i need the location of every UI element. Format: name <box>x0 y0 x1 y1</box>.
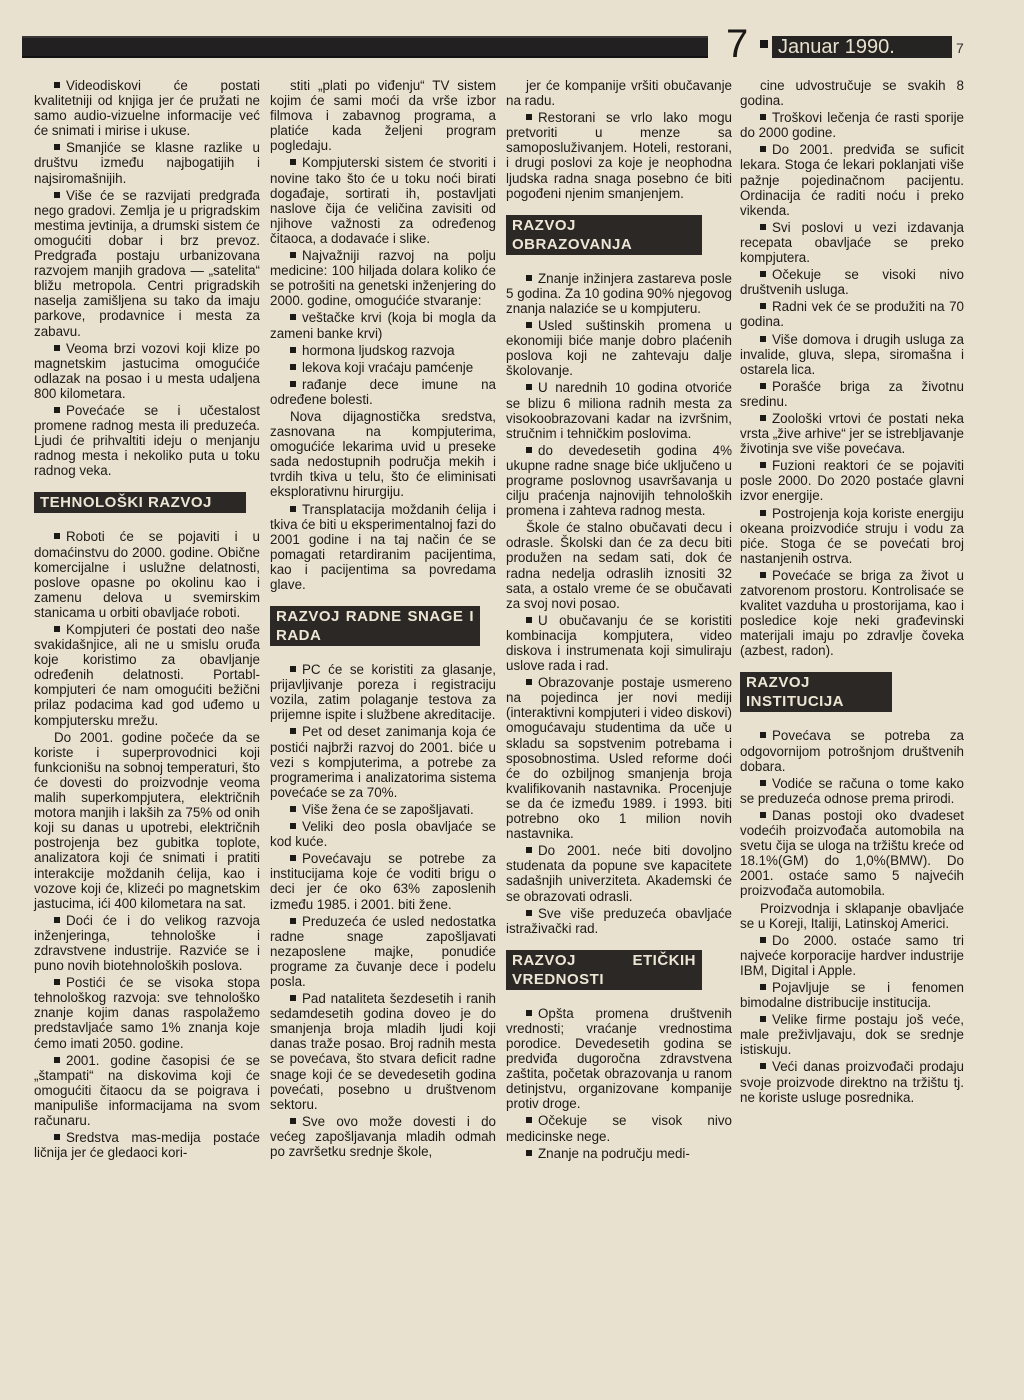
bullet-paragraph: lekova koji vraćaju pamćenje <box>270 360 496 375</box>
bullet-paragraph: do devedesetih godina 4% ukupne radne snage biće uključeno u programe poslovnog usavršavanja u cilju praćenja najnovijih tehnoloških promena i zahteva radnog mesta. <box>506 442 732 519</box>
paragraph: jer će kompanije vršiti obučavanje na radu. <box>506 78 732 109</box>
bullet-paragraph: Do 2001. neće biti dovoljno studenata da popune sve kapacitete sadašnjih univerziteta. Akademski će se obrazovati odrasli. <box>506 843 732 904</box>
paragraph: cine udvostručuje se svakih 8 godina. <box>740 78 964 109</box>
column-1 <box>34 78 260 1162</box>
bullet-paragraph: Porašće briga za životnu sredinu. <box>740 378 964 409</box>
bullet-paragraph: Više će se razvijati predgrađa nego gradovi. Zemlja je u prigradskim mestima jevtinija, a drumski sistem će omogućiti dobar i brz prevoz. Predgrađa postaju urbanizovana razvojem manjih gradova — „satelita“ bližu metropola. Centri prigradskih naselja zamišljena su tako da imaju parkove, prodavnice i mesta za zabavu. <box>34 187 260 339</box>
bullet-paragraph: Kompjuteri će postati deo naše svakidašnjice, ali ne u smislu oruđa koje koristimo za obavljanje određenih delatnosti. Portabl-kompjuteri će nam omogućiti bežični prilaz podacima kad god uđemo u kompjutersku mrežu. <box>34 622 260 728</box>
bullet-paragraph: Transplatacija moždanih ćelija i tkiva će biti u eksperimentalnoj fazi do 2001 godine i na taj način će se pomagati retardiranim pacijentima, kao i pacijentima sa povredama glave. <box>270 501 496 592</box>
bullet-paragraph: veštačke krvi (koja bi mogla da zameni banke krvi) <box>270 310 496 341</box>
bullet-paragraph: Pet od deset zanimanja koja će postići najbrži razvoj do 2001. biće u vezi s kompjuterima, a potrebe za programerima i analizatorima sistema povećaće se za 70%. <box>270 724 496 800</box>
bullet-paragraph: Veći danas proizvođači prodaju svoje proizvode direktno na tržištu tj. ne koriste usluge posrednika. <box>740 1059 964 1105</box>
bullet-paragraph: Više domova i drugih usluga za invalide, gluva, slepa, siromašna i ostarela lica. <box>740 331 964 377</box>
bullet-paragraph: Troškovi lečenja će rasti sporije do 2000 godine. <box>740 110 964 141</box>
bullet-paragraph: Obrazovanje postaje usmereno na pojedinca jer novi mediji (interaktivni kompjuteri i video diskovi) omogućavaju studentima da uče u skladu sa sopstvenim potrebama i sposobnostima. Usled reforme doći će do ozbiljnog smanjenja broja kvalifikovanih nastavnika. Procenjuje se da će između 1989. i 1993. biti potrebno oko 1 milion novih nastavnika. <box>506 675 732 842</box>
bullet-paragraph: Sve ovo može dovesti i do većeg zapošljavanja mladih odmah po završetku srednje škole, <box>270 1113 496 1159</box>
bullet-paragraph: rađanje dece imune na određene bolesti. <box>270 376 496 407</box>
bullet-paragraph: Doći će i do velikog razvoja inženjeringa, tehnološke i zdravstvene industrije. Razviće se i puno novih biotehnoloških poslova. <box>34 912 260 974</box>
bullet-paragraph: Pojavljuje se i fenomen bimodalne distribucije institucija. <box>740 979 964 1011</box>
bullet-paragraph: Opšta promena društvenih vrednosti; vraćanje vrednostima porodice. Devedesetih godina se predviđa dugoročna zdravstvena zaštita, početak obrazovanja u ranom detinjstvu, organizovane kompanije protiv droge. <box>506 1005 732 1112</box>
bullet-paragraph: Do 2000. ostaće samo tri najveće korporacije hardver industrije IBM, Digital i Apple. <box>740 932 964 978</box>
paragraph: Proizvodnja i sklapanje obavljaće se u Koreji, Italiji, Latinskoj Americi. <box>740 900 964 931</box>
section-heading: RAZVOJ ETIČKIH VREDNOSTI <box>506 950 702 990</box>
paragraph: Nova dijagnostička sredstva, zasnovana na kompjuterima, omogućiće lekarima uvid u preseke sada nedostupnih područja mekih i tvrdih tkiva u telu, što će eliminisati eksplorativnu hirurgiju. <box>270 408 496 500</box>
bullet-paragraph: Postići će se visoka stopa tehnološkog razvoja: sve tehnološko znanje kojim danas raspolažemo predstavljaće samo 1% znanja koje ćemo imati 2050. godine. <box>34 975 260 1051</box>
bullet-paragraph: Kompjuterski sistem će stvoriti i novine tako što će u toku noći birati događaje, sortirati ih, postavljati naslove čija će veličina zavisiti od njihove važnosti za određenog čitaoca, a dodavaće i slike. <box>270 155 496 246</box>
header-bar <box>22 36 708 58</box>
bullet-paragraph: Restorani se vrlo lako mogu pretvoriti u menze sa samoposluživanjem. Hoteli, restorani, i drugi poslovi za koje je neophodna ljudska radna snaga posebno će biti pogođeni njenim smanjenjem. <box>506 110 732 201</box>
bullet-paragraph: Svi poslovi u vezi izdavanja recepata obavljaće se preko kompjutera. <box>740 219 964 266</box>
bullet-paragraph: Danas postoji oko dvadeset vodećih proizvođača automobila na svetu čija se uloga na tržištu kreće od 18.1%(GM) do 1,0%(BMW). Do 2001. ostaće samo 5 najvećih proizvođača automobila. <box>740 807 964 899</box>
bullet-paragraph: Više žena će se zapošljavati. <box>270 802 496 817</box>
bullet-paragraph: 2001. godine časopisi će se „štampati“ na diskovima koji će omogućiti čitaocu da se poigrava i manipuliše informacijama na svom računaru. <box>34 1052 260 1128</box>
bullet-paragraph: Veliki deo posla obavljaće se kod kuće. <box>270 819 496 850</box>
section-heading: RAZVOJ RADNE SNAGE I RADA <box>270 606 480 646</box>
issue-date: Januar 1990. <box>772 36 952 58</box>
bullet-paragraph: Očekuje se visoki nivo društvenih usluga. <box>740 267 964 298</box>
bullet-paragraph: Radni vek će se produžiti na 70 godina. <box>740 299 964 330</box>
bullet-paragraph: hormona ljudskog razvoja <box>270 343 496 358</box>
bullet-paragraph: Sve više preduzeća obavljaće istraživački rad. <box>506 905 732 936</box>
bullet-paragraph: Preduzeća će usled nedostatka radne snage zapošljavati nezaposlene majke, ponudiće programe za čuvanje dece i podelu posla. <box>270 913 496 989</box>
page-number: 7 <box>726 22 749 66</box>
bullet-paragraph: Povećaće se briga za život u zatvorenom prostoru. Kontrolisaće se kvalitet vazduha u prostorijama, kao i posledice koje neki građevinski materijali imaju po zdravlje čoveka (azbest, radon). <box>740 567 964 659</box>
corner-page-mark: 7 <box>956 40 964 56</box>
bullet-paragraph: U obučavanju će se koristiti kombinacija kompjutera, video diskova i instrumenata koji simuliraju uslove rada i rad. <box>506 612 732 674</box>
bullet-paragraph: Znanje na području medi- <box>506 1146 732 1161</box>
bullet-paragraph: Veoma brzi vozovi koji klize po magnetskim jastucima omogućiće odlazak na posao i u mesta udaljena 800 kilometara. <box>34 340 260 401</box>
bullet-paragraph: Fuzioni reaktori će se pojaviti posle 2000. Do 2020 postaće glavni izvor energije. <box>740 458 964 504</box>
bullet-paragraph: Videodiskovi će postati kvalitetniji od knjiga jer će pružati ne samo audio-vizuelne informacije već će snimati i mirise i ukuse. <box>34 78 260 139</box>
bullet-paragraph: Pad nataliteta šezdesetih i ranih sedamdesetih godina doveo je do smanjenja broja mladih ljudi koji danas traže posao. Broj radnih mesta se povećava, što stvara deficit radne snage koji će se devedesetih godina povećati, posebno u društvenom sektoru. <box>270 991 496 1112</box>
bullet-paragraph: Povećavaju se potrebe za institucijama koje će voditi brigu o deci jer će oko 63% zaposlenih između 1985. i 2001. biti žene. <box>270 851 496 912</box>
bullet-paragraph: Smanjiće se klasne razlike u društvu između najbogatijih i najsiromašnijih. <box>34 140 260 186</box>
bullet-paragraph: Zoološki vrtovi će postati neka vrsta „žive arhive“ jer se istrebljavanje životinja sve više povećava. <box>740 410 964 457</box>
bullet-paragraph: Očekuje se visok nivo medicinske nege. <box>506 1113 732 1144</box>
bullet-paragraph: Usled suštinskih promena u ekonomiji biće manje dobro plaćenih poslova koji ne zahtevaju dalje školovanje. <box>506 318 732 379</box>
section-heading: RAZVOJ INSTITUCIJA <box>740 672 892 712</box>
paragraph: stiti „plati po viđenju“ TV sistem kojim će sami moći da vrše izbor filmova i zabavnog programa, a platiće kada željeni program pogledaju. <box>270 78 496 154</box>
bullet-paragraph: Do 2001. predviđa se suficit lekara. Stoga će lekari poklanjati više pažnje pojedinačnom pacijentu. Ordinacija će raditi noću i preko vikenda. <box>740 142 964 218</box>
bullet-paragraph: Povećaće se i učestalost promene radnog mesta ili preduzeća. Ljudi će prihvaltiti ideju o menjanju radnog mesta i nekoliko puta u toku radnog veka. <box>34 402 260 479</box>
bullet-paragraph: Velike firme postaju još veće, male preživljavaju, dok se srednje istiskuju. <box>740 1012 964 1058</box>
section-heading: TEHNOLOŠKI RAZVOJ <box>34 492 246 513</box>
header-bullet <box>760 40 768 48</box>
bullet-paragraph: Roboti će se pojaviti i u domaćinstvu do 2000. godine. Obične komercijalne i uslužne delatnosti, poslove opasne po okolinu kao i zamenu delova u svemirskim stanicama u orbiti obavljaće roboti. <box>34 529 260 620</box>
paragraph: Škole će stalno obučavati decu i odrasle. Školski dan će za decu biti produžen na sedam sati, dok će radna nedelja odraslih iznositi 32 sata, a ostalo vreme će se obučavati za svoj novi posao. <box>506 520 732 611</box>
bullet-paragraph: Postrojenja koja koriste energiju okeana proizvodiće struju i vodu za piće. Stoga će se povećati broj nastanjenih ostrva. <box>740 505 964 566</box>
bullet-paragraph: Sredstva mas-medija postaće ličnija jer će gledaoci kori- <box>34 1130 260 1161</box>
bullet-paragraph: Najvažniji razvoj na polju medicine: 100 hiljada dolara koliko će se potrošiti na genetski inženjering do 2000. godine, omogućiće stvaranje: <box>270 248 496 309</box>
bullet-paragraph: Povećava se potreba za odgovornijom potrošnjom društvenih dobara. <box>740 728 964 774</box>
column-3 <box>506 78 732 1163</box>
bullet-paragraph: Znanje inžinjera zastareva posle 5 godina. Za 10 godina 90% njegovog znanja nalaziće se u kompjuteru. <box>506 270 732 316</box>
section-heading: RAZVOJ OBRAZOVANJA <box>506 215 702 255</box>
bullet-paragraph: U narednih 10 godina otvoriće se blizu 6 miliona radnih mesta za visokoobrazovani kadar na izvršnim, stručnim i tehničkim poslovima. <box>506 380 732 441</box>
column-4 <box>740 78 964 1107</box>
bullet-paragraph: PC će se koristiti za glasanje, prijavljivanje poreza i registraciju vozila, zatim polaganje testova za prijemne ispite i službene akreditacije. <box>270 662 496 723</box>
paragraph: Do 2001. godine počeće da se koriste i superprovodnici koji funkcionišu na sobnoj temperaturi, što će dovesti do proizvodnje veoma malih superkompjutera, električnih motora manjih i lakših za 75% od onih koji su danas u upotrebi, električnih postrojenja bez gubitka toplote, analizatora koji će snimati i pratiti interakcije moždanih ćelija, kao i vozove koji će, klizeći po magnetskim jastucima, ići 400 kilometara na sat. <box>34 729 260 911</box>
bullet-paragraph: Vodiće se računa o tome kako se preduzeća odnose prema prirodi. <box>740 775 964 806</box>
column-2 <box>270 78 496 1161</box>
